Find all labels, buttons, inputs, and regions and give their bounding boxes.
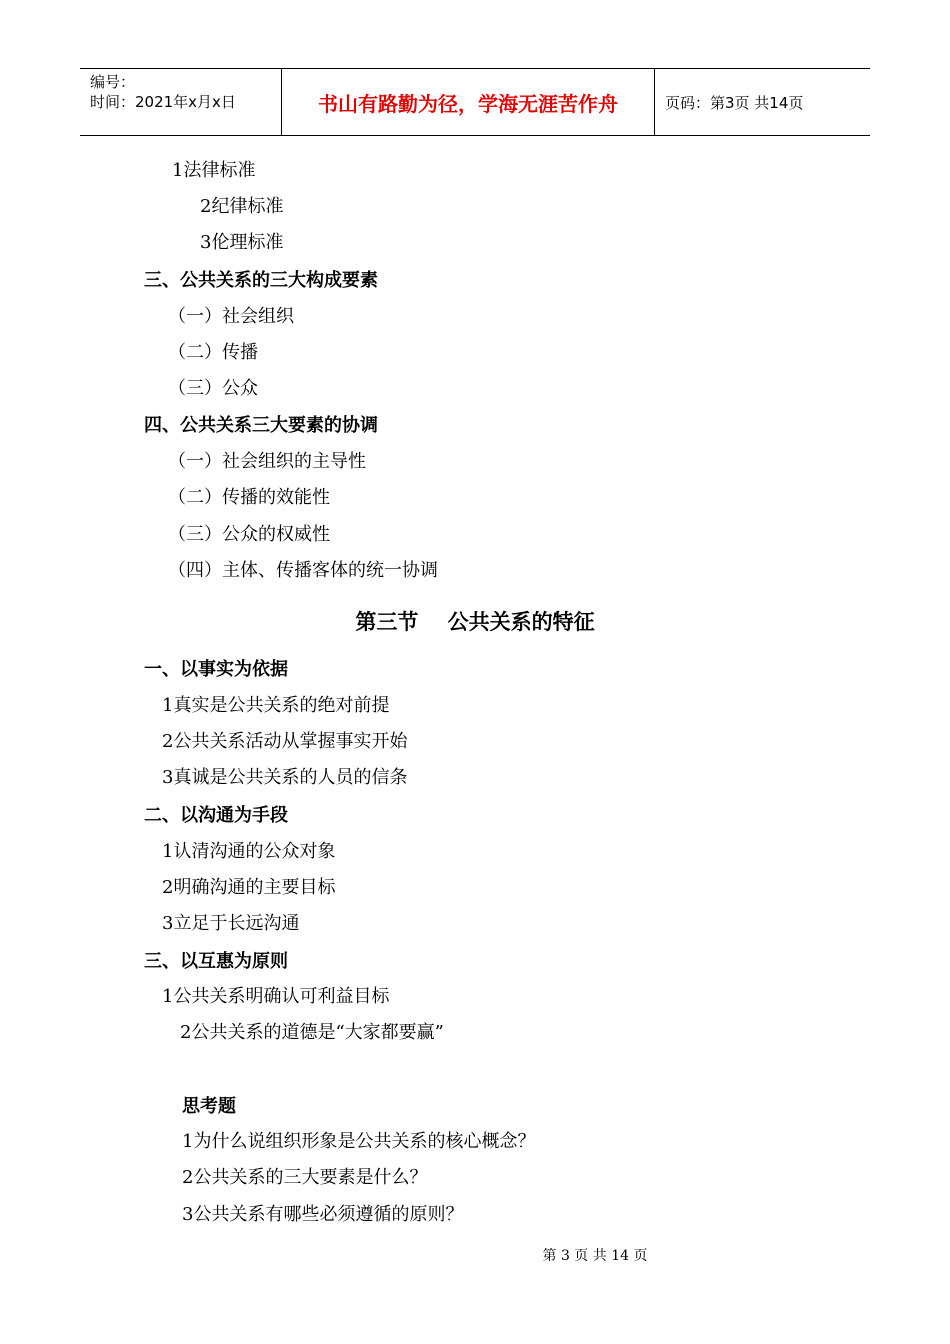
header-motto-cell — [282, 69, 655, 135]
list-item: （二）传播的效能性 — [168, 487, 330, 508]
list-item: 1认清沟通的公众对象 — [162, 841, 336, 862]
list-item: 2公共关系活动从掌握事实开始 — [162, 731, 408, 752]
list-item: 1公共关系明确认可利益目标 — [162, 986, 390, 1007]
list-item: 3立足于长远沟通 — [162, 913, 300, 934]
list-item: 1真实是公共关系的绝对前提 — [162, 695, 390, 716]
list-item: 1法律标准 — [172, 160, 256, 181]
section-heading: 三、公共关系的三大构成要素 — [144, 270, 378, 291]
header-motto: 书山有路勤为径，学海无涯苦作舟 — [318, 91, 618, 116]
list-item: 3真诚是公共关系的人员的信条 — [162, 767, 408, 788]
chapter-section-title: 第三节 公共关系的特征 — [355, 610, 595, 634]
list-item: 3伦理标准 — [200, 232, 284, 253]
list-item: 2明确沟通的主要目标 — [162, 877, 336, 898]
list-item: （一）社会组织的主导性 — [168, 451, 366, 472]
section-heading: 一、以事实为依据 — [144, 659, 288, 680]
header-page-cell — [655, 69, 870, 135]
list-item: 2公共关系的道德是“大家都要赢” — [180, 1022, 444, 1043]
list-item: （四）主体、传播客体的统一协调 — [168, 560, 438, 581]
document-date: 时间：2021年x月x日 — [90, 93, 236, 111]
document-header — [80, 68, 870, 136]
list-item: （一）社会组织 — [168, 306, 294, 327]
document-number-label: 编号： — [90, 73, 136, 91]
list-item: 2纪律标准 — [200, 196, 284, 217]
header-meta-cell — [80, 69, 282, 135]
questions-heading: 思考题 — [182, 1096, 236, 1117]
header-page-info: 页码：第3页 共14页 — [665, 93, 804, 112]
question-item: 3公共关系有哪些必须遵循的原则？ — [182, 1204, 464, 1225]
list-item: （二）传播 — [168, 342, 258, 363]
list-item: （三）公众的权威性 — [168, 524, 330, 545]
question-item: 2公共关系的三大要素是什么？ — [182, 1167, 428, 1188]
list-item: （三）公众 — [168, 378, 258, 399]
section-heading: 二、以沟通为手段 — [144, 805, 288, 826]
page-footer: 第 3 页 共 14 页 — [542, 1248, 648, 1264]
section-heading: 四、公共关系三大要素的协调 — [144, 415, 378, 436]
question-item: 1为什么说组织形象是公共关系的核心概念？ — [182, 1131, 536, 1152]
section-heading: 三、以互惠为原则 — [144, 951, 288, 972]
